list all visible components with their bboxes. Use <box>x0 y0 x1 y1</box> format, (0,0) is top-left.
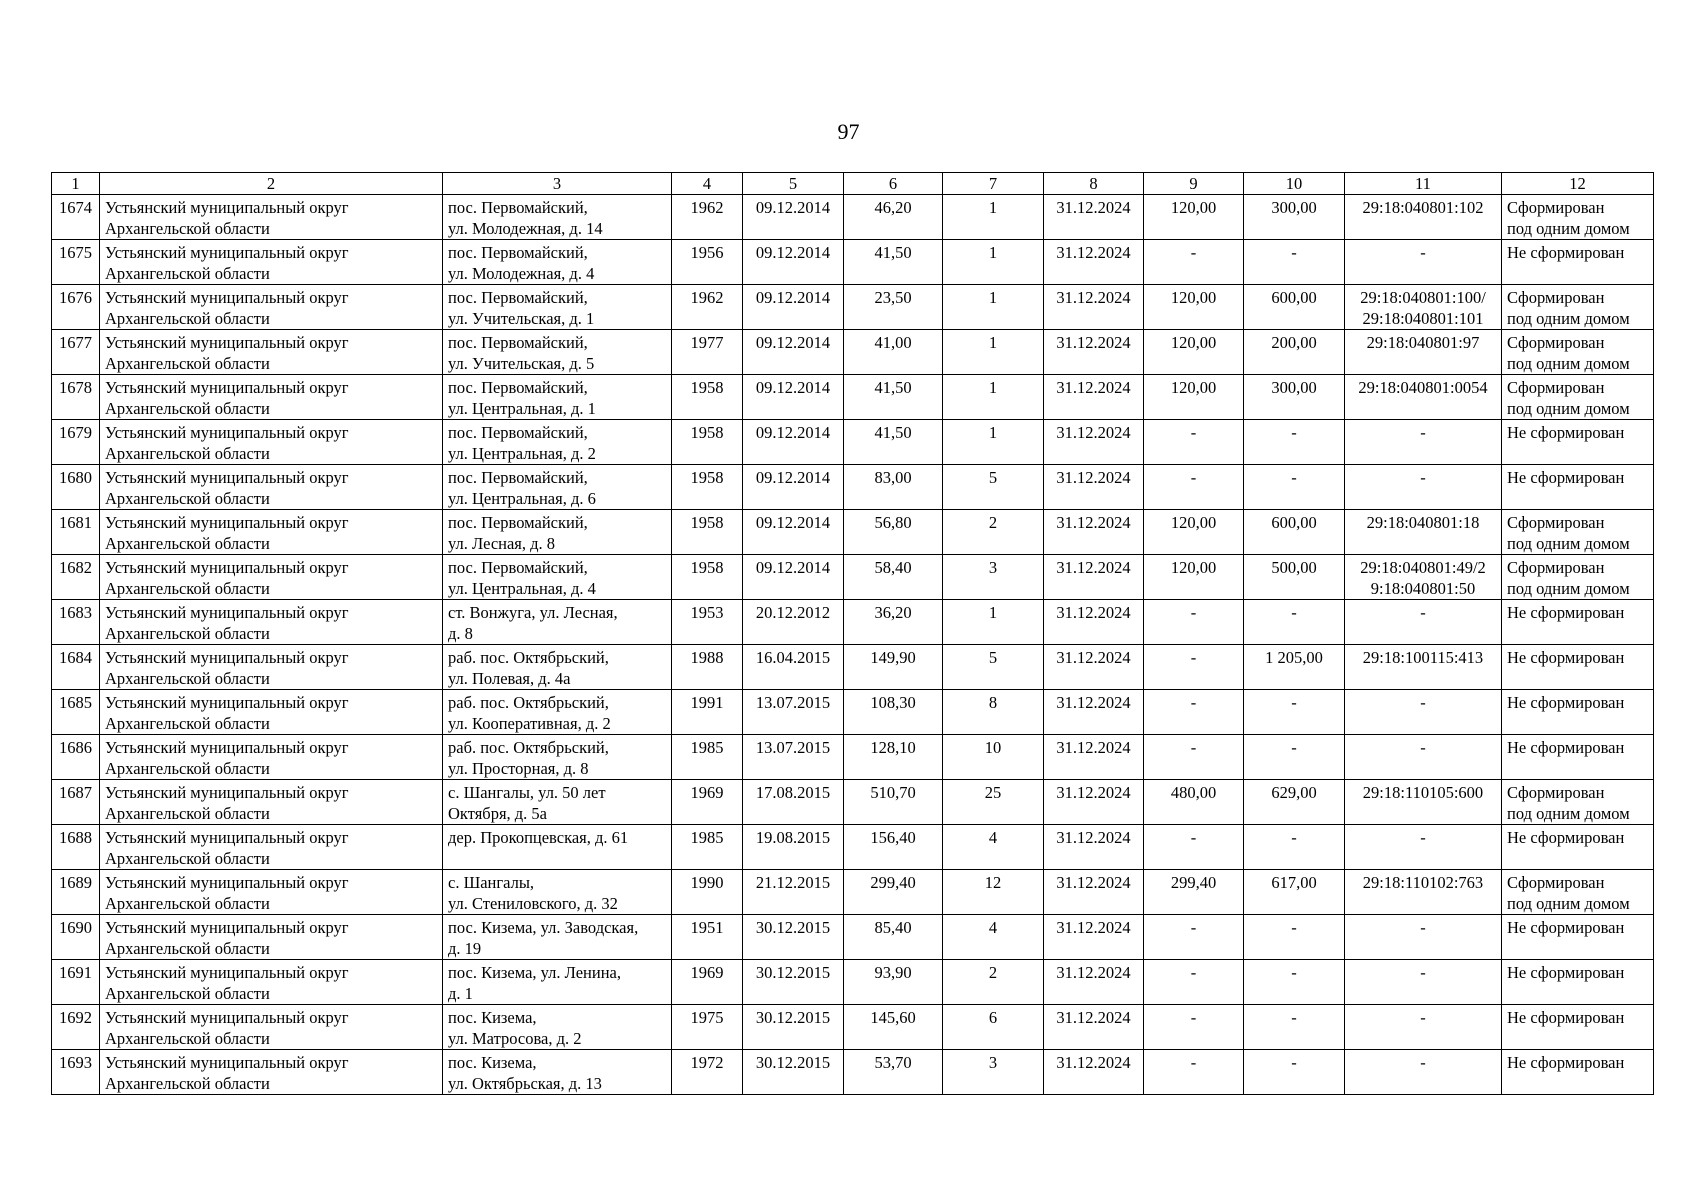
cadastral-number-cell: - <box>1345 825 1502 870</box>
residents-count-cell: 2 <box>943 510 1044 555</box>
table-row <box>52 1005 1654 1050</box>
resettlement-deadline-cell: 31.12.2024 <box>1044 1050 1144 1095</box>
cadastral-number-cell: - <box>1345 690 1502 735</box>
cadastral-number-cell: - <box>1345 600 1502 645</box>
resettlement-deadline-cell: 31.12.2024 <box>1044 735 1144 780</box>
column-header-3: 3 <box>443 173 672 195</box>
header-row <box>52 173 1654 195</box>
area-cell: 299,40 <box>844 870 943 915</box>
row-number-cell: 1682 <box>52 555 100 600</box>
year-built-cell: 1958 <box>672 510 743 555</box>
column-10-cell: - <box>1244 690 1345 735</box>
area-cell: 46,20 <box>844 195 943 240</box>
land-plot-status-cell: Не сформирован <box>1502 960 1654 1005</box>
column-9-cell: - <box>1144 825 1244 870</box>
area-cell: 41,50 <box>844 240 943 285</box>
table-body <box>52 195 1654 1095</box>
column-header-12: 12 <box>1502 173 1654 195</box>
cadastral-number-cell: 29:18:040801:97 <box>1345 330 1502 375</box>
land-plot-status-cell: Не сформирован <box>1502 645 1654 690</box>
address-cell: раб. пос. Октябрьский, ул. Просторная, д. 8 <box>443 735 672 780</box>
resettlement-deadline-cell: 31.12.2024 <box>1044 870 1144 915</box>
residents-count-cell: 1 <box>943 330 1044 375</box>
owner-cell: Устьянский муниципальный округ Архангельской области <box>100 555 443 600</box>
recognition-date-cell: 13.07.2015 <box>743 690 844 735</box>
cadastral-number-cell: - <box>1345 735 1502 780</box>
column-10-cell: - <box>1244 1005 1345 1050</box>
area-cell: 56,80 <box>844 510 943 555</box>
row-number-cell: 1681 <box>52 510 100 555</box>
residents-count-cell: 3 <box>943 555 1044 600</box>
table-row <box>52 960 1654 1005</box>
table-row <box>52 735 1654 780</box>
recognition-date-cell: 30.12.2015 <box>743 915 844 960</box>
residents-count-cell: 6 <box>943 1005 1044 1050</box>
address-cell: пос. Кизема, ул. Ленина, д. 1 <box>443 960 672 1005</box>
column-9-cell: 480,00 <box>1144 780 1244 825</box>
recognition-date-cell: 16.04.2015 <box>743 645 844 690</box>
resettlement-deadline-cell: 31.12.2024 <box>1044 600 1144 645</box>
area-cell: 145,60 <box>844 1005 943 1050</box>
cadastral-number-cell: 29:18:100115:413 <box>1345 645 1502 690</box>
resettlement-deadline-cell: 31.12.2024 <box>1044 555 1144 600</box>
column-9-cell: - <box>1144 420 1244 465</box>
year-built-cell: 1958 <box>672 555 743 600</box>
column-header-5: 5 <box>743 173 844 195</box>
cadastral-number-cell: - <box>1345 1005 1502 1050</box>
address-cell: раб. пос. Октябрьский, ул. Полевая, д. 4а <box>443 645 672 690</box>
recognition-date-cell: 21.12.2015 <box>743 870 844 915</box>
area-cell: 128,10 <box>844 735 943 780</box>
table-row <box>52 645 1654 690</box>
land-plot-status-cell: Не сформирован <box>1502 735 1654 780</box>
column-10-cell: 600,00 <box>1244 510 1345 555</box>
year-built-cell: 1951 <box>672 915 743 960</box>
recognition-date-cell: 09.12.2014 <box>743 240 844 285</box>
land-plot-status-cell: Не сформирован <box>1502 1050 1654 1095</box>
resettlement-deadline-cell: 31.12.2024 <box>1044 1005 1144 1050</box>
resettlement-deadline-cell: 31.12.2024 <box>1044 825 1144 870</box>
column-9-cell: - <box>1144 735 1244 780</box>
recognition-date-cell: 09.12.2014 <box>743 330 844 375</box>
area-cell: 85,40 <box>844 915 943 960</box>
resettlement-deadline-cell: 31.12.2024 <box>1044 330 1144 375</box>
column-header-1: 1 <box>52 173 100 195</box>
area-cell: 93,90 <box>844 960 943 1005</box>
row-number-cell: 1690 <box>52 915 100 960</box>
recognition-date-cell: 19.08.2015 <box>743 825 844 870</box>
year-built-cell: 1991 <box>672 690 743 735</box>
column-10-cell: - <box>1244 960 1345 1005</box>
area-cell: 83,00 <box>844 465 943 510</box>
table-row <box>52 195 1654 240</box>
owner-cell: Устьянский муниципальный округ Архангельской области <box>100 645 443 690</box>
land-plot-status-cell: Не сформирован <box>1502 420 1654 465</box>
recognition-date-cell: 20.12.2012 <box>743 600 844 645</box>
row-number-cell: 1688 <box>52 825 100 870</box>
table-row <box>52 375 1654 420</box>
resettlement-deadline-cell: 31.12.2024 <box>1044 285 1144 330</box>
year-built-cell: 1958 <box>672 420 743 465</box>
address-cell: пос. Первомайский, ул. Центральная, д. 2 <box>443 420 672 465</box>
residents-count-cell: 1 <box>943 285 1044 330</box>
row-number-cell: 1693 <box>52 1050 100 1095</box>
recognition-date-cell: 09.12.2014 <box>743 285 844 330</box>
resettlement-deadline-cell: 31.12.2024 <box>1044 960 1144 1005</box>
owner-cell: Устьянский муниципальный округ Архангельской области <box>100 780 443 825</box>
column-10-cell: 300,00 <box>1244 195 1345 240</box>
table-row <box>52 690 1654 735</box>
column-10-cell: 200,00 <box>1244 330 1345 375</box>
cadastral-number-cell: - <box>1345 960 1502 1005</box>
owner-cell: Устьянский муниципальный округ Архангельской области <box>100 690 443 735</box>
column-9-cell: - <box>1144 465 1244 510</box>
year-built-cell: 1969 <box>672 960 743 1005</box>
resettlement-deadline-cell: 31.12.2024 <box>1044 420 1144 465</box>
cadastral-number-cell: 29:18:040801:49/2 9:18:040801:50 <box>1345 555 1502 600</box>
column-header-7: 7 <box>943 173 1044 195</box>
recognition-date-cell: 30.12.2015 <box>743 1050 844 1095</box>
land-plot-status-cell: Сформирован под одним домом <box>1502 870 1654 915</box>
area-cell: 53,70 <box>844 1050 943 1095</box>
recognition-date-cell: 17.08.2015 <box>743 780 844 825</box>
cadastral-number-cell: 29:18:040801:18 <box>1345 510 1502 555</box>
land-plot-status-cell: Не сформирован <box>1502 465 1654 510</box>
address-cell: пос. Первомайский, ул. Учительская, д. 1 <box>443 285 672 330</box>
row-number-cell: 1687 <box>52 780 100 825</box>
residents-count-cell: 4 <box>943 825 1044 870</box>
column-10-cell: 1 205,00 <box>1244 645 1345 690</box>
residents-count-cell: 1 <box>943 240 1044 285</box>
owner-cell: Устьянский муниципальный округ Архангельской области <box>100 240 443 285</box>
column-10-cell: - <box>1244 825 1345 870</box>
owner-cell: Устьянский муниципальный округ Архангельской области <box>100 600 443 645</box>
area-cell: 149,90 <box>844 645 943 690</box>
recognition-date-cell: 13.07.2015 <box>743 735 844 780</box>
cadastral-number-cell: - <box>1345 915 1502 960</box>
land-plot-status-cell: Не сформирован <box>1502 915 1654 960</box>
land-plot-status-cell: Сформирован под одним домом <box>1502 285 1654 330</box>
land-plot-status-cell: Не сформирован <box>1502 1005 1654 1050</box>
resettlement-deadline-cell: 31.12.2024 <box>1044 240 1144 285</box>
column-10-cell: - <box>1244 600 1345 645</box>
column-header-11: 11 <box>1345 173 1502 195</box>
recognition-date-cell: 09.12.2014 <box>743 555 844 600</box>
column-9-cell: 120,00 <box>1144 510 1244 555</box>
owner-cell: Устьянский муниципальный округ Архангельской области <box>100 825 443 870</box>
year-built-cell: 1975 <box>672 1005 743 1050</box>
land-plot-status-cell: Не сформирован <box>1502 690 1654 735</box>
table-row <box>52 555 1654 600</box>
resettlement-deadline-cell: 31.12.2024 <box>1044 690 1144 735</box>
address-cell: пос. Кизема, ул. Октябрьская, д. 13 <box>443 1050 672 1095</box>
table-row <box>52 510 1654 555</box>
owner-cell: Устьянский муниципальный округ Архангельской области <box>100 420 443 465</box>
table-row <box>52 600 1654 645</box>
cadastral-number-cell: 29:18:040801:0054 <box>1345 375 1502 420</box>
cadastral-number-cell: 29:18:040801:102 <box>1345 195 1502 240</box>
cadastral-number-cell: - <box>1345 465 1502 510</box>
table-header <box>52 173 1654 195</box>
owner-cell: Устьянский муниципальный округ Архангельской области <box>100 960 443 1005</box>
cadastral-number-cell: - <box>1345 420 1502 465</box>
column-10-cell: - <box>1244 465 1345 510</box>
address-cell: пос. Первомайский, ул. Центральная, д. 4 <box>443 555 672 600</box>
row-number-cell: 1684 <box>52 645 100 690</box>
residents-count-cell: 12 <box>943 870 1044 915</box>
recognition-date-cell: 09.12.2014 <box>743 510 844 555</box>
column-header-4: 4 <box>672 173 743 195</box>
table-row <box>52 465 1654 510</box>
year-built-cell: 1977 <box>672 330 743 375</box>
address-cell: пос. Первомайский, ул. Молодежная, д. 14 <box>443 195 672 240</box>
address-cell: с. Шангалы, ул. Стениловского, д. 32 <box>443 870 672 915</box>
row-number-cell: 1676 <box>52 285 100 330</box>
cadastral-number-cell: 29:18:040801:100/ 29:18:040801:101 <box>1345 285 1502 330</box>
residents-count-cell: 25 <box>943 780 1044 825</box>
resettlement-deadline-cell: 31.12.2024 <box>1044 915 1144 960</box>
recognition-date-cell: 09.12.2014 <box>743 465 844 510</box>
table-row <box>52 825 1654 870</box>
residents-count-cell: 1 <box>943 600 1044 645</box>
residents-count-cell: 2 <box>943 960 1044 1005</box>
owner-cell: Устьянский муниципальный округ Архангельской области <box>100 285 443 330</box>
row-number-cell: 1679 <box>52 420 100 465</box>
table-row <box>52 870 1654 915</box>
residents-count-cell: 3 <box>943 1050 1044 1095</box>
recognition-date-cell: 09.12.2014 <box>743 195 844 240</box>
year-built-cell: 1969 <box>672 780 743 825</box>
row-number-cell: 1680 <box>52 465 100 510</box>
recognition-date-cell: 09.12.2014 <box>743 375 844 420</box>
owner-cell: Устьянский муниципальный округ Архангельской области <box>100 510 443 555</box>
table-row <box>52 420 1654 465</box>
year-built-cell: 1953 <box>672 600 743 645</box>
row-number-cell: 1692 <box>52 1005 100 1050</box>
land-plot-status-cell: Не сформирован <box>1502 825 1654 870</box>
area-cell: 58,40 <box>844 555 943 600</box>
page-number: 97 <box>837 119 860 144</box>
owner-cell: Устьянский муниципальный округ Архангельской области <box>100 1005 443 1050</box>
table-row <box>52 240 1654 285</box>
column-10-cell: 300,00 <box>1244 375 1345 420</box>
column-10-cell: 617,00 <box>1244 870 1345 915</box>
cadastral-number-cell: - <box>1345 1050 1502 1095</box>
housing-registry-table <box>51 172 1654 1095</box>
address-cell: дер. Прокопцевская, д. 61 <box>443 825 672 870</box>
year-built-cell: 1958 <box>672 465 743 510</box>
area-cell: 23,50 <box>844 285 943 330</box>
column-10-cell: 500,00 <box>1244 555 1345 600</box>
address-cell: пос. Кизема, ул. Заводская, д. 19 <box>443 915 672 960</box>
land-plot-status-cell: Сформирован под одним домом <box>1502 195 1654 240</box>
table-row <box>52 780 1654 825</box>
column-10-cell: - <box>1244 420 1345 465</box>
recognition-date-cell: 30.12.2015 <box>743 960 844 1005</box>
row-number-cell: 1683 <box>52 600 100 645</box>
land-plot-status-cell: Сформирован под одним домом <box>1502 555 1654 600</box>
residents-count-cell: 4 <box>943 915 1044 960</box>
land-plot-status-cell: Не сформирован <box>1502 240 1654 285</box>
year-built-cell: 1985 <box>672 735 743 780</box>
column-10-cell: - <box>1244 1050 1345 1095</box>
area-cell: 36,20 <box>844 600 943 645</box>
owner-cell: Устьянский муниципальный округ Архангельской области <box>100 1050 443 1095</box>
land-plot-status-cell: Сформирован под одним домом <box>1502 510 1654 555</box>
column-9-cell: 120,00 <box>1144 375 1244 420</box>
row-number-cell: 1685 <box>52 690 100 735</box>
land-plot-status-cell: Сформирован под одним домом <box>1502 375 1654 420</box>
column-9-cell: 120,00 <box>1144 555 1244 600</box>
owner-cell: Устьянский муниципальный округ Архангельской области <box>100 330 443 375</box>
address-cell: пос. Первомайский, ул. Учительская, д. 5 <box>443 330 672 375</box>
column-9-cell: - <box>1144 960 1244 1005</box>
resettlement-deadline-cell: 31.12.2024 <box>1044 375 1144 420</box>
year-built-cell: 1990 <box>672 870 743 915</box>
owner-cell: Устьянский муниципальный округ Архангельской области <box>100 375 443 420</box>
area-cell: 156,40 <box>844 825 943 870</box>
address-cell: раб. пос. Октябрьский, ул. Кооперативная, д. 2 <box>443 690 672 735</box>
year-built-cell: 1988 <box>672 645 743 690</box>
residents-count-cell: 10 <box>943 735 1044 780</box>
land-plot-status-cell: Сформирован под одним домом <box>1502 780 1654 825</box>
residents-count-cell: 5 <box>943 645 1044 690</box>
column-header-6: 6 <box>844 173 943 195</box>
column-9-cell: - <box>1144 600 1244 645</box>
cadastral-number-cell: - <box>1345 240 1502 285</box>
land-plot-status-cell: Не сформирован <box>1502 600 1654 645</box>
cadastral-number-cell: 29:18:110105:600 <box>1345 780 1502 825</box>
resettlement-deadline-cell: 31.12.2024 <box>1044 195 1144 240</box>
address-cell: пос. Первомайский, ул. Лесная, д. 8 <box>443 510 672 555</box>
resettlement-deadline-cell: 31.12.2024 <box>1044 780 1144 825</box>
row-number-cell: 1686 <box>52 735 100 780</box>
column-header-2: 2 <box>100 173 443 195</box>
column-10-cell: - <box>1244 240 1345 285</box>
column-9-cell: - <box>1144 1050 1244 1095</box>
year-built-cell: 1972 <box>672 1050 743 1095</box>
residents-count-cell: 1 <box>943 420 1044 465</box>
address-cell: пос. Первомайский, ул. Центральная, д. 1 <box>443 375 672 420</box>
address-cell: с. Шангалы, ул. 50 лет Октября, д. 5а <box>443 780 672 825</box>
column-10-cell: - <box>1244 915 1345 960</box>
address-cell: пос. Первомайский, ул. Молодежная, д. 4 <box>443 240 672 285</box>
area-cell: 108,30 <box>844 690 943 735</box>
row-number-cell: 1675 <box>52 240 100 285</box>
residents-count-cell: 1 <box>943 195 1044 240</box>
column-10-cell: - <box>1244 735 1345 780</box>
column-10-cell: 600,00 <box>1244 285 1345 330</box>
year-built-cell: 1956 <box>672 240 743 285</box>
table-row <box>52 285 1654 330</box>
row-number-cell: 1677 <box>52 330 100 375</box>
area-cell: 41,50 <box>844 375 943 420</box>
residents-count-cell: 5 <box>943 465 1044 510</box>
column-9-cell: - <box>1144 915 1244 960</box>
land-plot-status-cell: Сформирован под одним домом <box>1502 330 1654 375</box>
column-9-cell: 120,00 <box>1144 330 1244 375</box>
owner-cell: Устьянский муниципальный округ Архангельской области <box>100 195 443 240</box>
owner-cell: Устьянский муниципальный округ Архангельской области <box>100 735 443 780</box>
resettlement-deadline-cell: 31.12.2024 <box>1044 465 1144 510</box>
recognition-date-cell: 30.12.2015 <box>743 1005 844 1050</box>
table-row <box>52 915 1654 960</box>
year-built-cell: 1958 <box>672 375 743 420</box>
column-9-cell: - <box>1144 690 1244 735</box>
table-row <box>52 330 1654 375</box>
row-number-cell: 1678 <box>52 375 100 420</box>
column-9-cell: - <box>1144 240 1244 285</box>
year-built-cell: 1962 <box>672 285 743 330</box>
owner-cell: Устьянский муниципальный округ Архангельской области <box>100 465 443 510</box>
area-cell: 41,00 <box>844 330 943 375</box>
column-9-cell: 299,40 <box>1144 870 1244 915</box>
year-built-cell: 1985 <box>672 825 743 870</box>
row-number-cell: 1689 <box>52 870 100 915</box>
column-header-8: 8 <box>1044 173 1144 195</box>
column-header-10: 10 <box>1244 173 1345 195</box>
owner-cell: Устьянский муниципальный округ Архангельской области <box>100 915 443 960</box>
recognition-date-cell: 09.12.2014 <box>743 420 844 465</box>
column-9-cell: 120,00 <box>1144 285 1244 330</box>
column-header-9: 9 <box>1144 173 1244 195</box>
table-row <box>52 1050 1654 1095</box>
area-cell: 41,50 <box>844 420 943 465</box>
owner-cell: Устьянский муниципальный округ Архангельской области <box>100 870 443 915</box>
resettlement-deadline-cell: 31.12.2024 <box>1044 645 1144 690</box>
row-number-cell: 1674 <box>52 195 100 240</box>
area-cell: 510,70 <box>844 780 943 825</box>
column-10-cell: 629,00 <box>1244 780 1345 825</box>
cadastral-number-cell: 29:18:110102:763 <box>1345 870 1502 915</box>
residents-count-cell: 1 <box>943 375 1044 420</box>
row-number-cell: 1691 <box>52 960 100 1005</box>
column-9-cell: - <box>1144 645 1244 690</box>
residents-count-cell: 8 <box>943 690 1044 735</box>
address-cell: пос. Первомайский, ул. Центральная, д. 6 <box>443 465 672 510</box>
resettlement-deadline-cell: 31.12.2024 <box>1044 510 1144 555</box>
column-9-cell: 120,00 <box>1144 195 1244 240</box>
column-9-cell: - <box>1144 1005 1244 1050</box>
address-cell: ст. Вонжуга, ул. Лесная, д. 8 <box>443 600 672 645</box>
year-built-cell: 1962 <box>672 195 743 240</box>
address-cell: пос. Кизема, ул. Матросова, д. 2 <box>443 1005 672 1050</box>
